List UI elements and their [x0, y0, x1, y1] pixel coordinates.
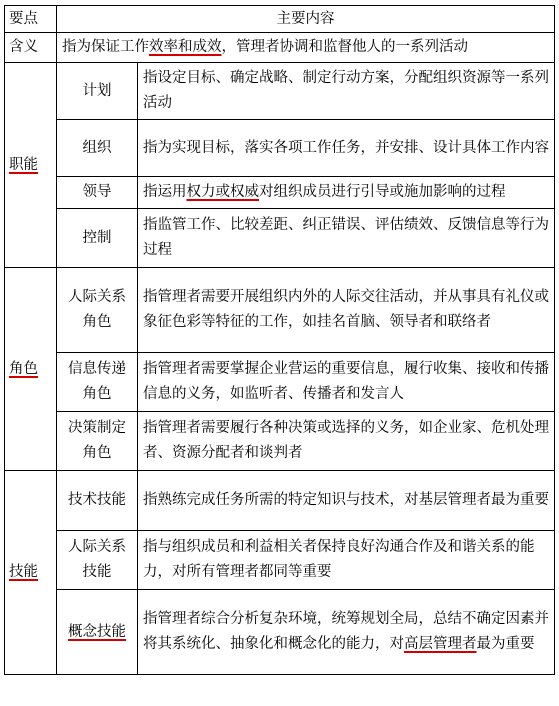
lead-underlined: 权力或权威: [186, 184, 259, 200]
header-key-point: 要点: [5, 6, 57, 33]
role-row-interpersonal: [5, 268, 555, 353]
function-content-lead: [138, 177, 555, 209]
role-label-informational-line2: 角色: [82, 386, 112, 402]
definition-pre: 指为保证工作: [62, 39, 149, 55]
skill-label-technical: 技术技能: [57, 471, 138, 531]
group-label-skills-text: 技能: [9, 564, 38, 580]
group-label-skills: [5, 471, 57, 675]
skill-label-conceptual: [57, 590, 138, 675]
lead-pre: 指运用: [143, 184, 187, 200]
role-label-interpersonal-line1: 人际关系: [68, 289, 126, 305]
definition-row: [5, 33, 555, 63]
role-label-decisional: [57, 412, 138, 471]
conceptual-pre: 指管理者综合分析复杂环境，统筹规划全局，总结不确定因素并将其系统化、抽象化和概念化的能力，对: [143, 611, 549, 652]
function-label-control: 控制: [57, 209, 138, 268]
skill-content-interpersonal: 指与组织成员和利益相关者保持良好沟通合作及和谐关系的能力，对所有管理者都同等重要: [138, 531, 555, 590]
group-label-functions-text: 职能: [9, 156, 38, 173]
role-label-informational-line1: 信息传递: [68, 361, 126, 377]
function-label-lead: 领导: [57, 177, 138, 209]
function-content-plan: 指设定目标、确定战略、制定行动方案，分配组织资源等一系列活动: [138, 63, 555, 120]
conceptual-underlined: 高层管理者: [404, 636, 477, 652]
skill-content-conceptual: [138, 590, 555, 675]
management-summary-table: [4, 5, 555, 675]
function-row-lead: [5, 177, 555, 209]
role-label-decisional-line1: 决策制定: [68, 420, 126, 436]
skill-content-technical: 指熟练完成任务所需的特定知识与技术，对基层管理者最为重要: [138, 471, 555, 531]
definition-label: 含义: [5, 33, 57, 63]
skill-row-technical: [5, 471, 555, 531]
definition-underlined: 效率和成效: [149, 39, 222, 55]
function-row-plan: [5, 63, 555, 120]
role-content-interpersonal: 指管理者需要开展组织内外的人际交往活动，并从事具有礼仪或象征色彩等特征的工作，如挂名首脑、领导者和联络者: [138, 268, 555, 353]
function-row-control: [5, 209, 555, 268]
lead-post: 对组织成员进行引导或施加影响的过程: [259, 184, 506, 200]
group-label-roles: [5, 268, 57, 471]
role-content-informational: 指管理者需要掌握企业营运的重要信息，履行收集、接收和传播信息的义务，如监听者、传播者和发言人: [138, 353, 555, 412]
skill-label-conceptual-text: 概念技能: [68, 623, 126, 640]
skill-label-interpersonal: [57, 531, 138, 590]
group-label-roles-text: 角色: [9, 360, 38, 377]
role-label-informational: [57, 353, 138, 412]
skill-label-interpersonal-line2: 技能: [82, 564, 112, 580]
role-content-decisional: 指管理者需要履行各种决策或选择的义务，如企业家、危机处理者、资源分配者和谈判者: [138, 412, 555, 471]
role-label-interpersonal: [57, 268, 138, 353]
function-content-organize: 指为实现目标，落实各项工作任务，并安排、设计具体工作内容: [138, 120, 555, 177]
role-label-interpersonal-line2: 角色: [82, 314, 112, 330]
header-row: [5, 6, 555, 33]
function-label-organize: 组织: [57, 120, 138, 177]
role-row-decisional: [5, 412, 555, 471]
skill-row-conceptual: [5, 590, 555, 675]
role-label-decisional-line2: 角色: [82, 445, 112, 461]
function-row-organize: [5, 120, 555, 177]
definition-content: [57, 33, 555, 63]
definition-post: ，管理者协调和监督他人的一系列活动: [221, 39, 468, 55]
conceptual-post: 最为重要: [476, 636, 535, 652]
function-content-control: 指监管工作、比较差距、纠正错误、评估绩效、反馈信息等行为过程: [138, 209, 555, 268]
header-main-content: 主要内容: [57, 6, 555, 33]
role-row-informational: [5, 353, 555, 412]
skill-label-interpersonal-line1: 人际关系: [68, 539, 126, 555]
skill-row-interpersonal: [5, 531, 555, 590]
group-label-functions: [5, 63, 57, 268]
function-label-plan: 计划: [57, 63, 138, 120]
